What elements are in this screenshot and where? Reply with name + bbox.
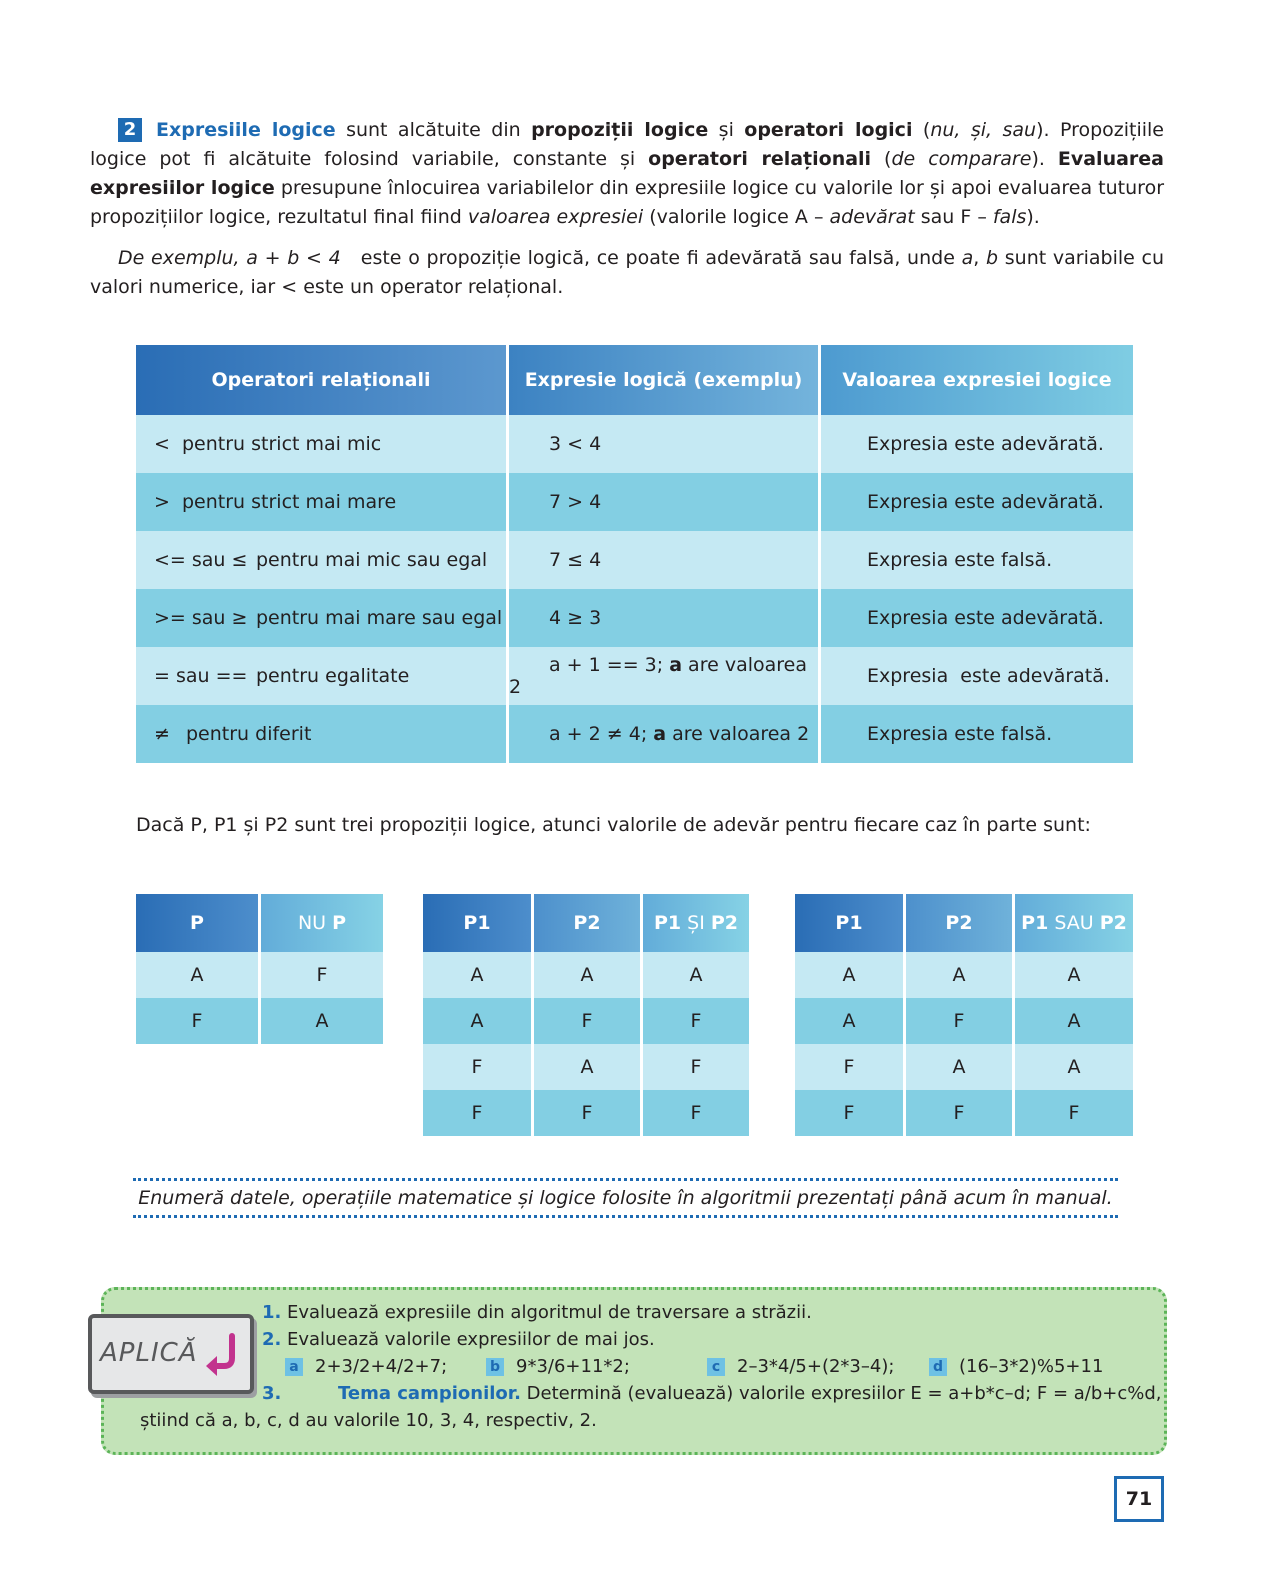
intro-italic: de comparare — [891, 148, 1032, 170]
table-row — [136, 415, 1133, 473]
apply-subitem-c — [707, 1354, 894, 1380]
item-title: Tema campionilor. — [338, 1383, 521, 1404]
cell: F — [643, 1044, 749, 1090]
example-var: b — [986, 247, 999, 269]
item-number: 3. — [262, 1383, 282, 1404]
expression-value: Expresia este adevărată. — [867, 433, 1104, 455]
operator-desc: pentru strict mai mare — [182, 491, 397, 513]
header-p2: P2 — [906, 894, 1012, 952]
table-row — [136, 998, 383, 1044]
table-row — [136, 589, 1133, 647]
table-row — [795, 952, 1133, 998]
apply-item-1 — [262, 1300, 812, 1326]
subitem-letter: d — [929, 1358, 947, 1376]
expression-value: Expresia este falsă. — [867, 723, 1053, 745]
expression-var: a — [653, 723, 667, 745]
relational-operators-table — [136, 345, 1133, 763]
term-logical-operators: operatori logici — [744, 119, 913, 141]
intro-text: sau F – — [914, 206, 993, 228]
header-expression: Expresie logică (exemplu) — [509, 345, 818, 415]
apply-item-3-continued — [140, 1408, 597, 1434]
cell: F — [906, 998, 1012, 1044]
header-part: P2 — [710, 912, 739, 934]
cell: F — [136, 998, 258, 1044]
table-row — [136, 531, 1133, 589]
header-value: Valoarea expresiei logice — [821, 345, 1133, 415]
table-row — [423, 1090, 749, 1136]
example-var: a — [961, 247, 974, 269]
intro-text: ). Propozițiile logice pot fi alcătuite folosind variabile, constante și — [90, 119, 1165, 170]
subitem-letter: c — [707, 1358, 725, 1376]
cell: F — [1015, 1090, 1133, 1136]
intro-text: ( — [871, 148, 892, 170]
cell: F — [643, 1090, 749, 1136]
operator-symbol: = sau == — [154, 665, 248, 687]
header-p1-and-p2 — [643, 894, 749, 952]
intro-text: ). — [1026, 206, 1040, 228]
operator-desc: pentru egalitate — [256, 665, 410, 687]
cell: F — [261, 952, 383, 998]
item-text: Determină (evaluează) valorile expresiilor E = a+b*c–d; F = a/b+c%d, — [520, 1383, 1162, 1404]
cell: F — [423, 1044, 531, 1090]
header-p2: P2 — [534, 894, 640, 952]
expression-value: Expresia este falsă. — [867, 549, 1053, 571]
subitem-expr: (16–3*2)%5+11 — [959, 1356, 1104, 1377]
item-text: știind că a, b, c, d au valorile 10, 3, 4, respectiv, 2. — [140, 1410, 597, 1431]
cell: A — [136, 952, 258, 998]
cell: F — [423, 1090, 531, 1136]
apply-badge — [88, 1314, 254, 1394]
header-operators: Operatori relaționali — [136, 345, 506, 415]
expression-value: Expresia este adevărată. — [867, 491, 1104, 513]
cell: A — [423, 952, 531, 998]
intro-italic: nu, și, sau — [930, 119, 1037, 141]
operator-desc: pentru mai mic sau egal — [256, 549, 488, 571]
cell: F — [795, 1044, 903, 1090]
intro-text: presupune înlocuirea variabilelor din expresiile logice cu valorile lor și apoi evaluarea tuturor propozițiilor logice, rezultatul final fiind — [90, 177, 1165, 228]
expression-example: 3 < 4 — [549, 433, 602, 455]
truth-intro: Dacă P, P1 și P2 sunt trei propoziții logice, atunci valorile de adevăr pentru fiecare caz în parte sunt: — [136, 814, 1091, 836]
subitem-expr: 2+3/2+4/2+7; — [315, 1356, 448, 1377]
cell: F — [643, 998, 749, 1044]
expression-value: Expresia este adevărată. — [867, 665, 1110, 687]
apply-item-3 — [262, 1381, 1162, 1407]
or-truth-table — [795, 894, 1133, 1136]
operator-symbol: <= sau ≤ — [154, 549, 248, 571]
table-row — [423, 998, 749, 1044]
table-row — [136, 473, 1133, 531]
apply-item-2 — [262, 1327, 655, 1353]
cell: F — [795, 1090, 903, 1136]
subitem-expr: 9*3/6+11*2; — [516, 1356, 630, 1377]
cell: A — [643, 952, 749, 998]
cell: A — [906, 1044, 1012, 1090]
intro-italic: fals — [992, 206, 1027, 228]
expression-value: Expresia este adevărată. — [867, 607, 1104, 629]
example-text: sunt variabile cu valori numerice, iar < este un operator relațional. — [90, 247, 1164, 298]
expression-example — [509, 723, 809, 745]
cell: F — [534, 1090, 640, 1136]
example-paragraph — [90, 244, 1164, 302]
operator-symbol: >= sau ≥ — [154, 607, 248, 629]
header-p: P — [136, 894, 258, 952]
operator-symbol: > — [154, 491, 170, 513]
expression-example: 4 ≥ 3 — [549, 607, 602, 629]
intro-paragraph — [90, 116, 1164, 232]
expression-part: are valoarea 2 — [666, 723, 810, 745]
expression-example — [509, 654, 807, 698]
cell: A — [534, 1044, 640, 1090]
table-row — [795, 998, 1133, 1044]
table-row — [423, 1044, 749, 1090]
item-text: Evaluează valorile expresiilor de mai jos. — [287, 1329, 655, 1350]
table-row — [136, 647, 1133, 705]
subitem-letter: b — [486, 1358, 504, 1376]
term-logical-propositions: propoziții logice — [531, 119, 709, 141]
cell: A — [423, 998, 531, 1044]
intro-text: (valorile logice A – — [643, 206, 830, 228]
intro-italic: adevărat — [829, 206, 915, 228]
table-row — [423, 952, 749, 998]
cell: A — [1015, 952, 1133, 998]
header-part: SAU — [1048, 912, 1100, 934]
operator-desc: pentru mai mare sau egal — [256, 607, 503, 629]
header-p1: P1 — [423, 894, 531, 952]
term-evaluation: Evaluarea expresiilor logice — [90, 148, 1164, 199]
subitem-letter: a — [285, 1358, 303, 1376]
header-part: P1 — [653, 912, 682, 934]
term-logical-expressions: Expresiile logice — [156, 119, 336, 141]
intro-text: ). — [1031, 148, 1058, 170]
cell: A — [261, 998, 383, 1044]
note-box — [133, 1178, 1118, 1218]
expression-part: are valoarea 2 — [509, 654, 807, 698]
header-part: P2 — [1099, 912, 1127, 934]
header-not-p — [261, 894, 383, 952]
cell: F — [906, 1090, 1012, 1136]
header-part: ȘI — [681, 912, 711, 934]
example-text: , — [973, 247, 986, 269]
item-number: 2. — [262, 1329, 282, 1350]
cell: A — [534, 952, 640, 998]
section-number: 2 — [118, 118, 142, 142]
intro-text: ( — [912, 119, 931, 141]
apply-subitem-d — [929, 1354, 1103, 1380]
item-number: 1. — [262, 1302, 282, 1323]
intro-italic: valoarea expresiei — [467, 206, 644, 228]
expression-var: a — [669, 654, 683, 676]
table-row — [795, 1044, 1133, 1090]
page-number: 71 — [1114, 1476, 1164, 1522]
example-expression: De exemplu, a + b < 4 — [118, 247, 341, 269]
intro-text: sunt alcătuite din — [335, 119, 532, 141]
term-relational-operators: operatori relaționali — [648, 148, 872, 170]
not-truth-table — [136, 894, 383, 1044]
table-row — [136, 952, 383, 998]
header-p1: P1 — [795, 894, 903, 952]
cell: A — [906, 952, 1012, 998]
subitem-expr: 2–3*4/5+(2*3–4); — [737, 1356, 895, 1377]
intro-text: și — [708, 119, 745, 141]
and-truth-table — [423, 894, 749, 1136]
operator-symbol: ≠ — [154, 723, 170, 745]
cell: F — [534, 998, 640, 1044]
expression-part: a + 1 == 3; — [549, 654, 670, 676]
expression-example: 7 ≤ 4 — [549, 549, 602, 571]
cell: A — [1015, 1044, 1133, 1090]
header-part: P — [332, 912, 347, 934]
cell: A — [1015, 998, 1133, 1044]
example-text: este o propoziție logică, ce poate fi adevărată sau falsă, unde — [340, 247, 962, 269]
operator-desc: pentru strict mai mic — [182, 433, 382, 455]
operator-desc: pentru diferit — [186, 723, 312, 745]
table-row — [136, 705, 1133, 763]
header-part: P1 — [1021, 912, 1049, 934]
cell: A — [795, 998, 903, 1044]
item-text: Evaluează expresiile din algoritmul de traversare a străzii. — [287, 1302, 812, 1323]
table-row — [795, 1090, 1133, 1136]
header-part: NU — [297, 912, 333, 934]
return-arrow-icon — [202, 1332, 242, 1376]
cell: A — [795, 952, 903, 998]
expression-part: a + 2 ≠ 4; — [549, 723, 654, 745]
note-text: Enumeră datele, operațiile matematice și logice folosite în algoritmii prezentați până acum în manual. — [138, 1187, 1113, 1209]
expression-example: 7 > 4 — [549, 491, 602, 513]
apply-label: APLICĂ — [100, 1338, 198, 1368]
header-p1-or-p2 — [1015, 894, 1133, 952]
operator-symbol: < — [154, 433, 170, 455]
table-header-row — [136, 345, 1133, 415]
apply-subitem-a — [285, 1354, 447, 1380]
apply-subitem-b — [486, 1354, 630, 1380]
